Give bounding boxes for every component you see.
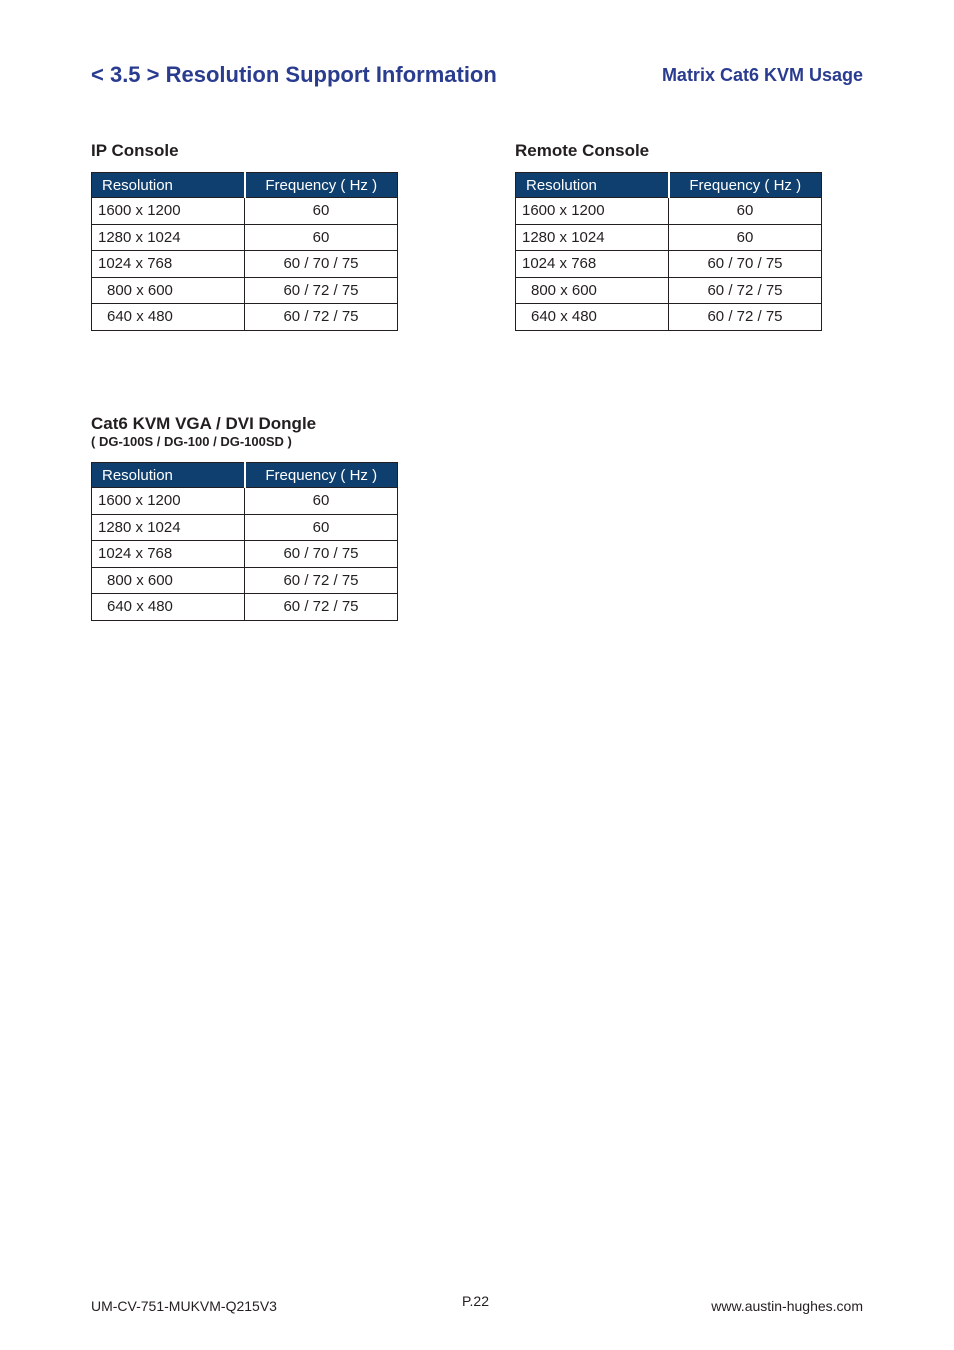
remote-console-table xyxy=(515,172,822,331)
table-row xyxy=(92,304,398,331)
column-header-resolution: Resolution xyxy=(92,173,245,198)
table-row xyxy=(92,488,398,515)
section-title: Cat6 KVM VGA / DVI Dongle xyxy=(91,414,317,433)
section-subtitle-models: ( DG-100S / DG-100 / DG-100SD ) xyxy=(91,434,292,449)
table-row xyxy=(516,224,822,251)
resolution-cell: 1280 x 1024 xyxy=(516,224,669,251)
table-row xyxy=(516,198,822,225)
resolution-cell: 800 x 600 xyxy=(92,277,245,304)
resolution-cell: 800 x 600 xyxy=(516,277,669,304)
manual-section-label: Matrix Cat6 KVM Usage xyxy=(661,65,863,85)
frequency-cell: 60 xyxy=(245,514,398,541)
dongle-section xyxy=(91,414,398,621)
frequency-cell: 60 / 72 / 75 xyxy=(245,594,398,621)
table-row xyxy=(92,594,398,621)
section-title: IP Console xyxy=(91,141,179,160)
table-row xyxy=(516,304,822,331)
table-row xyxy=(92,251,398,278)
table-header-row xyxy=(92,173,398,198)
frequency-cell: 60 xyxy=(669,224,822,251)
table-row xyxy=(92,541,398,568)
frequency-cell: 60 / 72 / 75 xyxy=(245,567,398,594)
column-header-resolution: Resolution xyxy=(92,463,245,488)
resolution-cell: 1024 x 768 xyxy=(516,251,669,278)
table-row xyxy=(92,224,398,251)
remote-console-section xyxy=(515,141,822,331)
table-header-row xyxy=(516,173,822,198)
resolution-cell: 1600 x 1200 xyxy=(92,488,245,515)
column-header-frequency: Frequency ( Hz ) xyxy=(669,173,822,198)
ip-console-section xyxy=(91,141,398,331)
frequency-cell: 60 / 72 / 75 xyxy=(245,304,398,331)
table-row xyxy=(516,251,822,278)
ip-console-table xyxy=(91,172,398,331)
resolution-cell: 1280 x 1024 xyxy=(92,514,245,541)
resolution-cell: 1600 x 1200 xyxy=(516,198,669,225)
table-header-row xyxy=(92,463,398,488)
frequency-cell: 60 xyxy=(245,198,398,225)
column-header-resolution: Resolution xyxy=(516,173,669,198)
footer-website: www.austin-hughes.com xyxy=(711,1298,863,1314)
resolution-cell: 1280 x 1024 xyxy=(92,224,245,251)
resolution-cell: 1600 x 1200 xyxy=(92,198,245,225)
resolution-cell: 640 x 480 xyxy=(92,304,245,331)
frequency-cell: 60 xyxy=(245,488,398,515)
dongle-table xyxy=(91,462,398,621)
column-header-frequency: Frequency ( Hz ) xyxy=(245,463,398,488)
column-header-frequency: Frequency ( Hz ) xyxy=(245,173,398,198)
resolution-cell: 1024 x 768 xyxy=(92,251,245,278)
table-row xyxy=(92,277,398,304)
frequency-cell: 60 xyxy=(245,224,398,251)
frequency-cell: 60 / 70 / 75 xyxy=(245,541,398,568)
frequency-cell: 60 / 72 / 75 xyxy=(669,277,822,304)
frequency-cell: 60 / 72 / 75 xyxy=(669,304,822,331)
resolution-cell: 640 x 480 xyxy=(516,304,669,331)
section-title: Remote Console xyxy=(515,141,650,160)
table-row xyxy=(92,514,398,541)
frequency-cell: 60 xyxy=(669,198,822,225)
frequency-cell: 60 / 70 / 75 xyxy=(245,251,398,278)
table-row xyxy=(92,567,398,594)
resolution-cell: 1024 x 768 xyxy=(92,541,245,568)
footer-page-number: P.22 xyxy=(462,1293,489,1309)
footer-document-id: UM-CV-751-MUKVM-Q215V3 xyxy=(91,1298,277,1314)
resolution-cell: 800 x 600 xyxy=(92,567,245,594)
resolution-cell: 640 x 480 xyxy=(92,594,245,621)
table-row xyxy=(516,277,822,304)
frequency-cell: 60 / 70 / 75 xyxy=(669,251,822,278)
table-row xyxy=(92,198,398,225)
frequency-cell: 60 / 72 / 75 xyxy=(245,277,398,304)
page-title: < 3.5 > Resolution Support Information xyxy=(91,62,497,87)
